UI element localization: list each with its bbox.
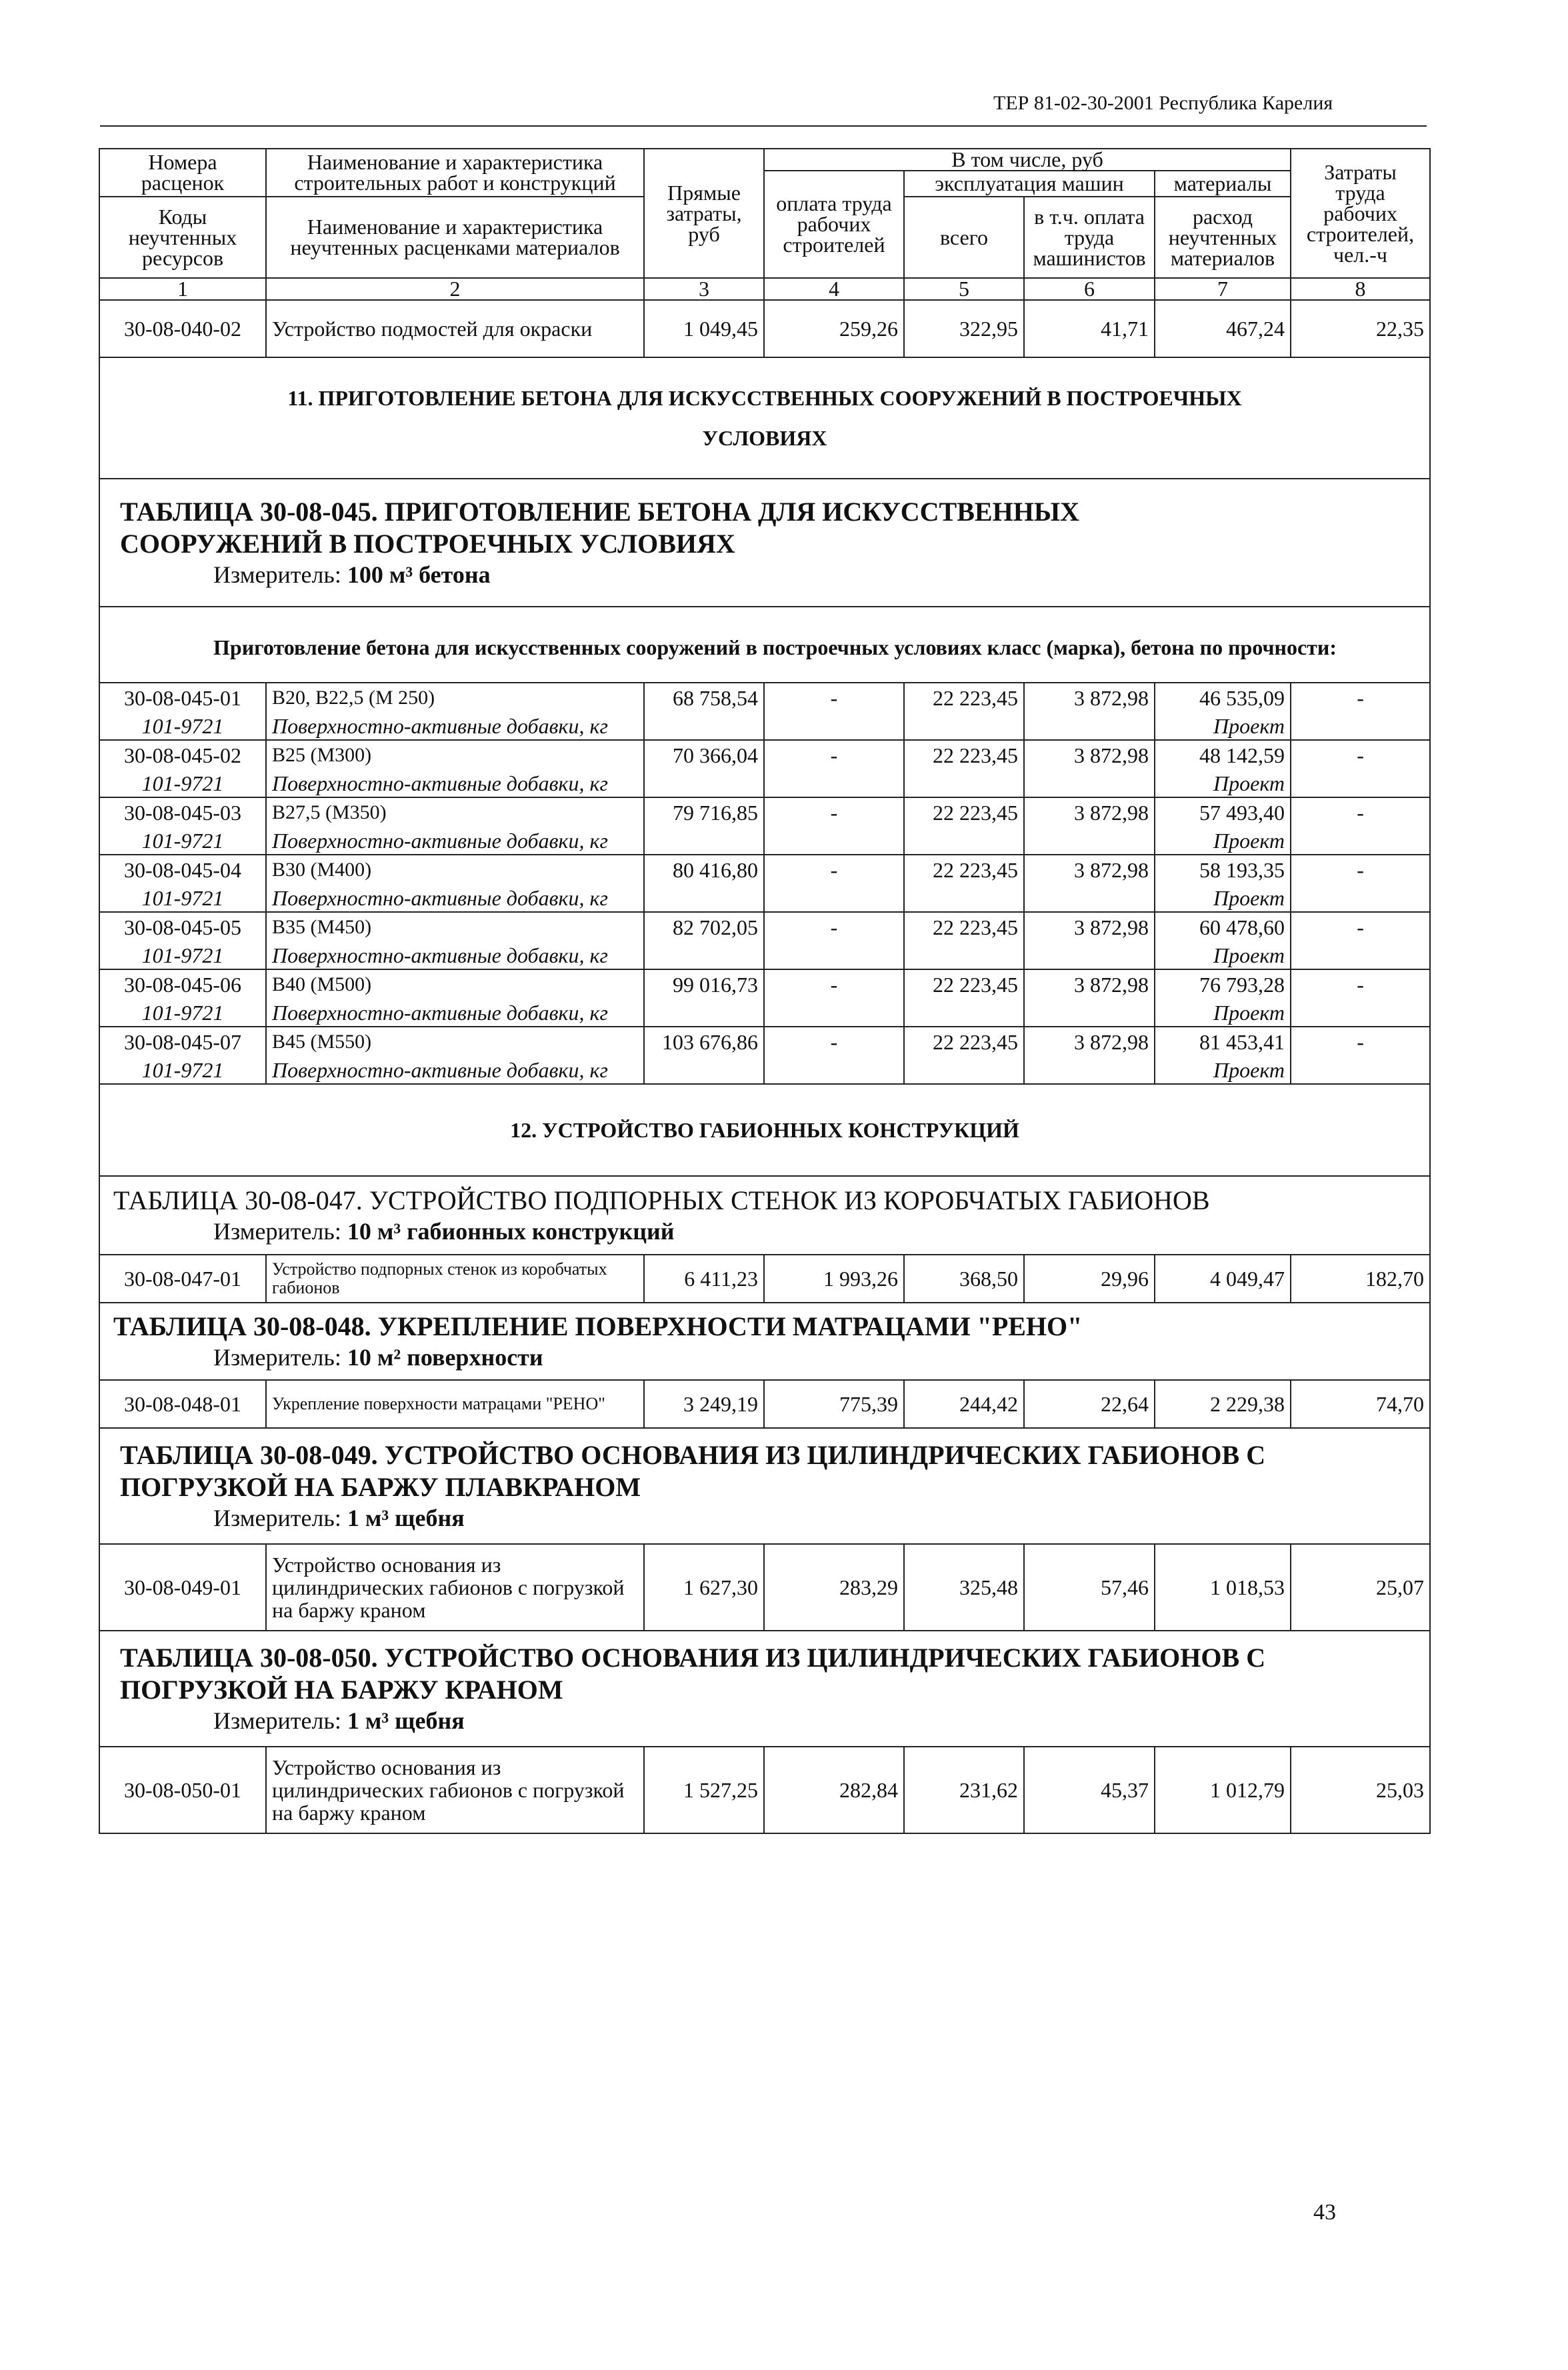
- column-number-row: [99, 278, 1430, 300]
- machinist-pay: 29,96: [1024, 1255, 1155, 1303]
- measure-value: 1 м³ щебня: [347, 1505, 465, 1531]
- rates-table-frame: [99, 148, 1429, 2168]
- concrete-class: В25 (М300): [266, 740, 644, 770]
- materials: 4 049,47: [1155, 1255, 1291, 1303]
- materials: 58 193,35: [1155, 855, 1291, 885]
- table-row: [99, 969, 1430, 999]
- resource-code: 101-9721: [99, 770, 266, 797]
- section-11-title: 11. ПРИГОТОВЛЕНИЕ БЕТОНА ДЛЯ ИСКУССТВЕННЫХ СООРУЖЕНИЙ В ПОСТРОЕЧНЫХ УСЛОВИЯХ: [99, 357, 1430, 479]
- machinist-pay: 3 872,98: [1024, 740, 1155, 797]
- measure-label: Измеритель:: [213, 1707, 341, 1734]
- materials: 467,24: [1155, 300, 1291, 357]
- document-header: ТЕР 81-02-30-2001 Республика Карелия: [993, 92, 1333, 114]
- table-049-title: ТАБЛИЦА 30-08-049. УСТРОЙСТВО ОСНОВАНИЯ ИЗ ЦИЛИНДРИЧЕСКИХ ГАБИОНОВ С ПОГРУЗКОЙ НА БАРЖУ ПЛАВКРАНОМ: [120, 1440, 1266, 1502]
- col-header-labor-pay: оплата труда рабочих строителей: [764, 171, 904, 278]
- machinist-pay: 3 872,98: [1024, 855, 1155, 912]
- concrete-class: В35 (М450): [266, 912, 644, 942]
- rate-code: 30-08-045-05: [99, 912, 266, 942]
- rate-name: Устройство основания из цилиндрических габионов с погрузкой на баржу краном: [266, 1747, 644, 1833]
- measure-label: Измеритель:: [213, 1505, 341, 1531]
- rate-name: Устройство основания из цилиндрических габионов с погрузкой на баржу краном: [266, 1544, 644, 1631]
- header-rule: [100, 125, 1427, 127]
- rate-code: 30-08-050-01: [99, 1747, 266, 1833]
- col-header-resource-codes: Коды неучтенных ресурсов: [99, 197, 266, 278]
- rate-name: Устройство подпорных стенок из коробчатых габионов: [266, 1255, 644, 1303]
- machinist-pay: 22,64: [1024, 1380, 1155, 1428]
- header-row: [99, 149, 1430, 171]
- table-048-title: ТАБЛИЦА 30-08-048. УКРЕПЛЕНИЕ ПОВЕРХНОСТИ МАТРАЦАМИ "РЕНО": [113, 1311, 1083, 1341]
- table-row: [99, 1544, 1430, 1631]
- direct-costs: 80 416,80: [644, 855, 764, 912]
- machines-total: 22 223,45: [904, 1027, 1024, 1084]
- labor-hours: 25,03: [1291, 1747, 1430, 1833]
- col-header-work-name: Наименование и характеристика строительных работ и конструкций: [266, 149, 644, 197]
- resource-code: 101-9721: [99, 827, 266, 855]
- table-title-row: [99, 1428, 1430, 1544]
- rate-name: Укрепление поверхности матрацами "РЕНО": [266, 1380, 644, 1428]
- additive-name: Поверхностно-активные добавки, кг: [266, 770, 644, 797]
- direct-costs: 79 716,85: [644, 797, 764, 855]
- additive-name: Поверхностно-активные добавки, кг: [266, 885, 644, 912]
- labor-pay: 1 993,26: [764, 1255, 904, 1303]
- machinist-pay: 3 872,98: [1024, 912, 1155, 969]
- rate-code: 30-08-045-06: [99, 969, 266, 999]
- table-row: [99, 683, 1430, 713]
- rates-table: [99, 148, 1431, 1834]
- machines-total: 22 223,45: [904, 683, 1024, 740]
- machines-total: 22 223,45: [904, 912, 1024, 969]
- col-header-material-usage: расход неучтенных материалов: [1155, 197, 1291, 278]
- col-number: 4: [764, 278, 904, 300]
- measure-value: 10 м² поверхности: [347, 1344, 543, 1371]
- measure-label: Измеритель:: [213, 1344, 341, 1371]
- table-title-row: [99, 1176, 1430, 1255]
- additive-name: Поверхностно-активные добавки, кг: [266, 827, 644, 855]
- col-header-materials: материалы: [1155, 171, 1291, 197]
- labor-pay: -: [764, 740, 904, 797]
- additive-name: Поверхностно-активные добавки, кг: [266, 1057, 644, 1084]
- resource-code: 101-9721: [99, 1057, 266, 1084]
- machines-total: 22 223,45: [904, 855, 1024, 912]
- material-project: Проект: [1155, 942, 1291, 969]
- resource-code: 101-9721: [99, 713, 266, 740]
- page-number: 43: [1313, 2200, 1336, 2225]
- subheader-row: [99, 607, 1430, 683]
- table-047-header: [99, 1176, 1430, 1255]
- section-12-title: 12. УСТРОЙСТВО ГАБИОННЫХ КОНСТРУКЦИЙ: [99, 1084, 1430, 1176]
- materials: 1 018,53: [1155, 1544, 1291, 1631]
- table-047-title: ТАБЛИЦА 30-08-047. УСТРОЙСТВО ПОДПОРНЫХ СТЕНОК ИЗ КОРОБЧАТЫХ ГАБИОНОВ: [113, 1185, 1210, 1215]
- machines-total: 322,95: [904, 300, 1024, 357]
- concrete-class: В30 (М400): [266, 855, 644, 885]
- table-row: [99, 300, 1430, 357]
- machinist-pay: 3 872,98: [1024, 797, 1155, 855]
- table-row: [99, 1747, 1430, 1833]
- col-header-material-name: Наименование и характеристика неучтенных расценками материалов: [266, 197, 644, 278]
- machinist-pay: 57,46: [1024, 1544, 1155, 1631]
- direct-costs: 103 676,86: [644, 1027, 764, 1084]
- direct-costs: 82 702,05: [644, 912, 764, 969]
- rate-code: 30-08-045-03: [99, 797, 266, 827]
- direct-costs: 1 527,25: [644, 1747, 764, 1833]
- table-row: [99, 912, 1430, 942]
- table-title-row: [99, 1631, 1430, 1747]
- table-row: [99, 740, 1430, 770]
- machines-total: 22 223,45: [904, 797, 1024, 855]
- concrete-class: В45 (М550): [266, 1027, 644, 1057]
- col-number: 3: [644, 278, 764, 300]
- measure-value: 10 м³ габионных конструкций: [347, 1218, 675, 1245]
- rate-code: 30-08-045-02: [99, 740, 266, 770]
- labor-hours: -: [1291, 797, 1430, 855]
- labor-hours: -: [1291, 969, 1430, 1027]
- table-title-row: [99, 1303, 1430, 1380]
- materials: 2 229,38: [1155, 1380, 1291, 1428]
- measure-value: 100 м³ бетона: [347, 561, 491, 588]
- labor-hours: -: [1291, 683, 1430, 740]
- direct-costs: 1 049,45: [644, 300, 764, 357]
- labor-hours: -: [1291, 855, 1430, 912]
- materials: 48 142,59: [1155, 740, 1291, 770]
- col-number: 5: [904, 278, 1024, 300]
- material-project: Проект: [1155, 827, 1291, 855]
- labor-hours: -: [1291, 740, 1430, 797]
- labor-pay: 283,29: [764, 1544, 904, 1631]
- machinist-pay: 3 872,98: [1024, 683, 1155, 740]
- resource-code: 101-9721: [99, 942, 266, 969]
- direct-costs: 68 758,54: [644, 683, 764, 740]
- resource-code: 101-9721: [99, 999, 266, 1027]
- col-header-including: В том числе, руб: [764, 149, 1291, 171]
- resource-code: 101-9721: [99, 885, 266, 912]
- col-header-machines: эксплуатация машин: [904, 171, 1155, 197]
- section-title-row: [99, 1084, 1430, 1176]
- material-project: Проект: [1155, 885, 1291, 912]
- labor-hours: 182,70: [1291, 1255, 1430, 1303]
- rate-code: 30-08-045-07: [99, 1027, 266, 1057]
- table-row: [99, 1255, 1430, 1303]
- machines-total: 244,42: [904, 1380, 1024, 1428]
- labor-hours: 74,70: [1291, 1380, 1430, 1428]
- machinist-pay: 3 872,98: [1024, 969, 1155, 1027]
- col-number: 1: [99, 278, 266, 300]
- table-title-row: [99, 479, 1430, 607]
- labor-pay: 775,39: [764, 1380, 904, 1428]
- measure-value: 1 м³ щебня: [347, 1707, 465, 1734]
- machinist-pay: 3 872,98: [1024, 1027, 1155, 1084]
- labor-pay: -: [764, 797, 904, 855]
- direct-costs: 3 249,19: [644, 1380, 764, 1428]
- machines-total: 22 223,45: [904, 969, 1024, 1027]
- machines-total: 22 223,45: [904, 740, 1024, 797]
- direct-costs: 1 627,30: [644, 1544, 764, 1631]
- concrete-class: В20, В22,5 (М 250): [266, 683, 644, 713]
- material-project: Проект: [1155, 1057, 1291, 1084]
- table-row: [99, 797, 1430, 827]
- direct-costs: 70 366,04: [644, 740, 764, 797]
- table-row: [99, 1027, 1430, 1057]
- labor-pay: -: [764, 1027, 904, 1084]
- rate-code: 30-08-047-01: [99, 1255, 266, 1303]
- table-050-title: ТАБЛИЦА 30-08-050. УСТРОЙСТВО ОСНОВАНИЯ ИЗ ЦИЛИНДРИЧЕСКИХ ГАБИОНОВ С ПОГРУЗКОЙ НА БАРЖУ КРАНОМ: [120, 1643, 1266, 1705]
- rate-name: Устройство подмостей для окраски: [266, 300, 644, 357]
- measure-label: Измеритель:: [213, 561, 341, 588]
- labor-pay: -: [764, 683, 904, 740]
- labor-hours: 22,35: [1291, 300, 1430, 357]
- materials: 60 478,60: [1155, 912, 1291, 942]
- labor-hours: 25,07: [1291, 1544, 1430, 1631]
- col-header-machines-total: всего: [904, 197, 1024, 278]
- direct-costs: 99 016,73: [644, 969, 764, 1027]
- labor-pay: 282,84: [764, 1747, 904, 1833]
- materials: 81 453,41: [1155, 1027, 1291, 1057]
- concrete-class-subheader: Приготовление бетона для искусственных сооружений в построечных условиях класс (марка), бетона по прочности:: [99, 607, 1430, 683]
- col-number: 2: [266, 278, 644, 300]
- rate-code: 30-08-040-02: [99, 300, 266, 357]
- col-header-direct-costs: Прямые затраты, руб: [644, 149, 764, 278]
- labor-pay: -: [764, 855, 904, 912]
- materials: 1 012,79: [1155, 1747, 1291, 1833]
- materials: 46 535,09: [1155, 683, 1291, 713]
- labor-pay: 259,26: [764, 300, 904, 357]
- table-050-header: [99, 1631, 1430, 1747]
- machines-total: 231,62: [904, 1747, 1024, 1833]
- col-header-rate-number: Номера расценок: [99, 149, 266, 197]
- labor-hours: -: [1291, 912, 1430, 969]
- material-project: Проект: [1155, 999, 1291, 1027]
- table-049-header: [99, 1428, 1430, 1544]
- materials: 76 793,28: [1155, 969, 1291, 999]
- additive-name: Поверхностно-активные добавки, кг: [266, 713, 644, 740]
- direct-costs: 6 411,23: [644, 1255, 764, 1303]
- concrete-class: В27,5 (М350): [266, 797, 644, 827]
- additive-name: Поверхностно-активные добавки, кг: [266, 942, 644, 969]
- machines-total: 368,50: [904, 1255, 1024, 1303]
- col-header-machinist-pay: в т.ч. оплата труда машинистов: [1024, 197, 1155, 278]
- table-row: [99, 1380, 1430, 1428]
- table-045-header: [99, 479, 1430, 607]
- rate-code: 30-08-049-01: [99, 1544, 266, 1631]
- col-number: 8: [1291, 278, 1430, 300]
- labor-pay: -: [764, 969, 904, 1027]
- col-number: 7: [1155, 278, 1291, 300]
- machinist-pay: 45,37: [1024, 1747, 1155, 1833]
- material-project: Проект: [1155, 770, 1291, 797]
- rate-code: 30-08-045-01: [99, 683, 266, 713]
- col-header-labor-hours: Затраты труда рабочих строителей, чел.-ч: [1291, 149, 1430, 278]
- table-row: [99, 855, 1430, 885]
- table-045-title: ТАБЛИЦА 30-08-045. ПРИГОТОВЛЕНИЕ БЕТОНА ДЛЯ ИСКУССТВЕННЫХ СООРУЖЕНИЙ В ПОСТРОЕЧНЫХ УСЛОВИЯХ: [120, 497, 1079, 559]
- measure-label: Измеритель:: [213, 1218, 341, 1245]
- rate-code: 30-08-048-01: [99, 1380, 266, 1428]
- machinist-pay: 41,71: [1024, 300, 1155, 357]
- machines-total: 325,48: [904, 1544, 1024, 1631]
- table-048-header: [99, 1303, 1430, 1380]
- materials: 57 493,40: [1155, 797, 1291, 827]
- material-project: Проект: [1155, 713, 1291, 740]
- col-number: 6: [1024, 278, 1155, 300]
- section-title-row: [99, 357, 1430, 479]
- labor-pay: -: [764, 912, 904, 969]
- additive-name: Поверхностно-активные добавки, кг: [266, 999, 644, 1027]
- concrete-class: В40 (М500): [266, 969, 644, 999]
- rate-code: 30-08-045-04: [99, 855, 266, 885]
- labor-hours: -: [1291, 1027, 1430, 1084]
